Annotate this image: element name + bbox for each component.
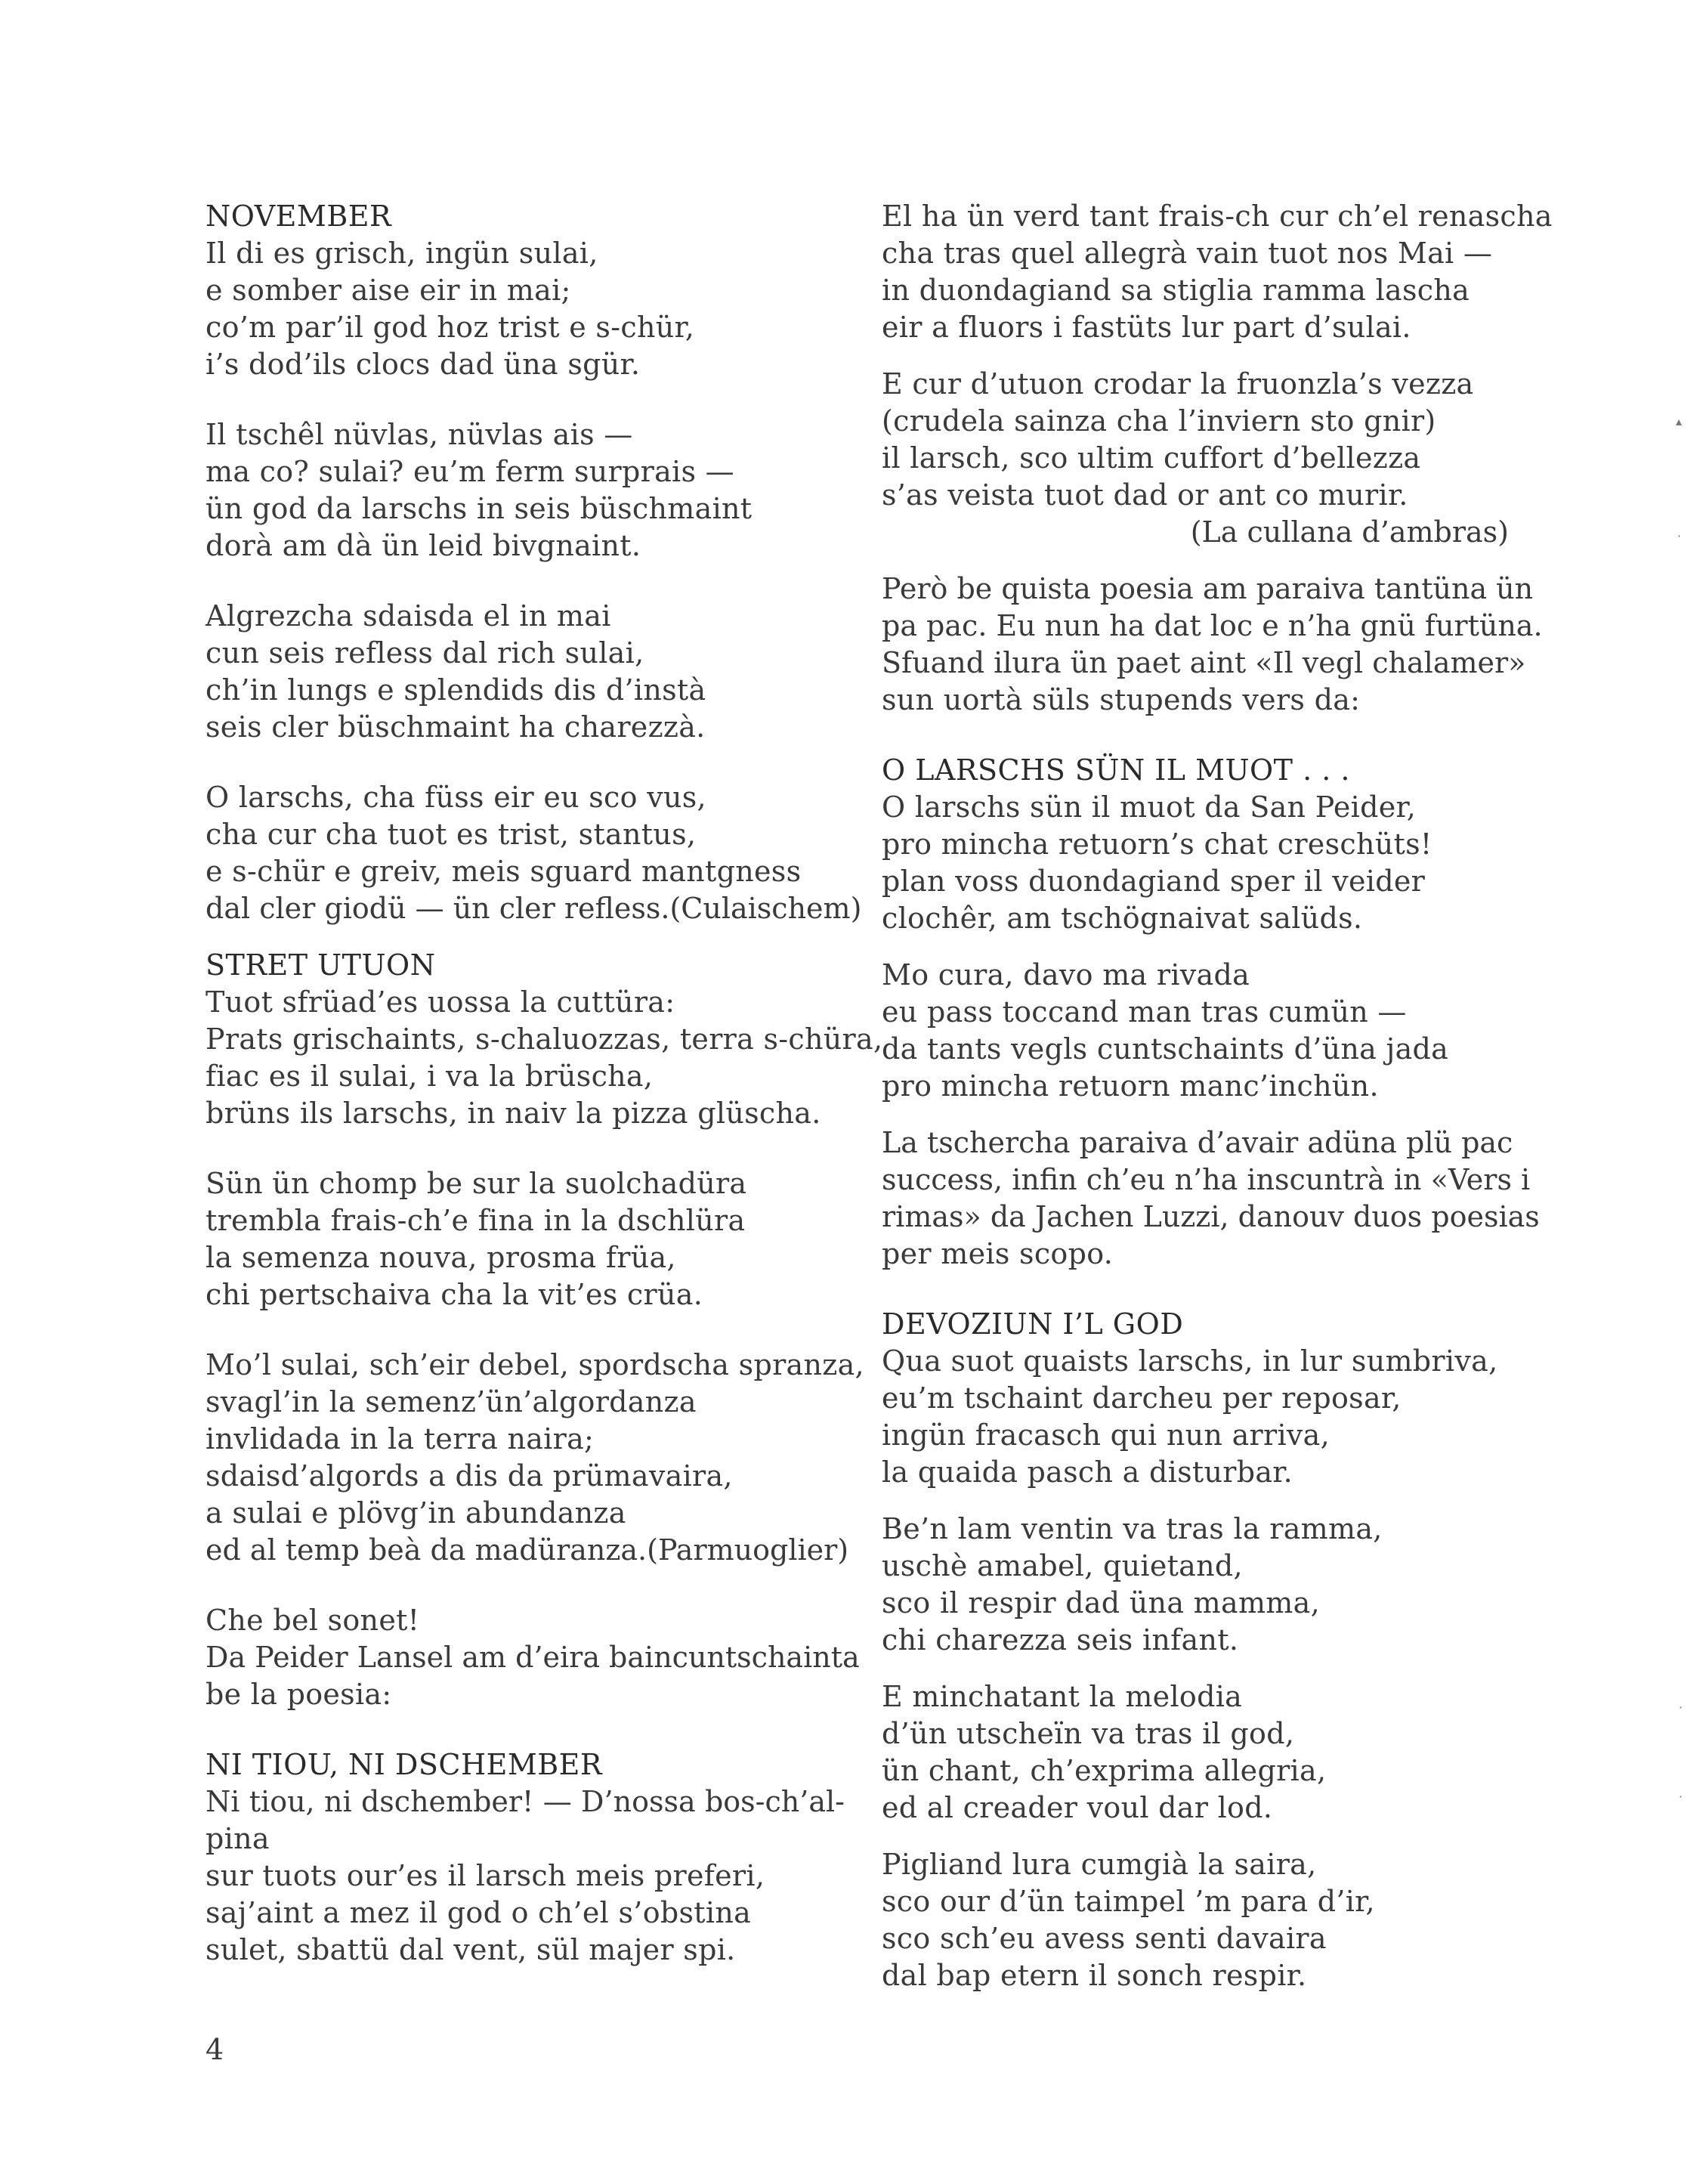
verse-line: Algrezcha sdaisda el in mai (206, 599, 611, 633)
verse-line: Prats grischaints, s-chaluozzas, terra s-chüra, (206, 1022, 883, 1056)
verse-text: ed al temp beà da madüranza. (206, 1533, 647, 1567)
verse-line: fiac es il sulai, i va la brüscha, (206, 1060, 654, 1093)
verse-line: ingün fracasch qui nun arriva, (882, 1418, 1330, 1452)
source-citation: (La cullana d’ambras) (1190, 515, 1509, 549)
verse-line: sdaisd’algords a dis da prümavaira, (206, 1459, 733, 1493)
verse-line: s’as veista tuot dad or ant co murir. (882, 478, 1408, 512)
verse-line: O larschs, cha füss eir eu sco vus, (206, 781, 706, 814)
verse-text: dal cler giodü — ün cler refless. (206, 892, 670, 925)
verse-line: co’m par’il god hoz trist e s-chür, (206, 311, 695, 344)
verse-line: da tants vegls cuntschaints d’üna jada (882, 1032, 1449, 1066)
verse-line: E cur d’utuon crodar la fruonzla’s vezza (882, 367, 1474, 401)
verse-line: plan voss duondagiand sper il veider (882, 865, 1426, 898)
verse-line: chi charezza seis infant. (882, 1623, 1239, 1657)
scan-speck: · (1677, 529, 1682, 543)
prose-line: Però be quista poesia am paraiva tantüna ün (882, 572, 1534, 605)
page-number: 4 (206, 2033, 224, 2066)
verse-line-with-source (206, 1532, 849, 1569)
poem-title-ni-tiou: NI TIOU, NI DSCHEMBER (206, 1748, 603, 1781)
verse-line: Il tschêl nüvlas, nüvlas ais — (206, 418, 633, 451)
prose-line: La tschercha paraiva d’avair adüna plü pac (882, 1126, 1513, 1159)
verse-line: sur tuots our’es il larsch meis preferi, (206, 1859, 765, 1892)
verse-line: Be’n lam ventin va tras la ramma, (882, 1512, 1383, 1545)
verse-line: svagl’in la semenz’ün’algordanza (206, 1385, 697, 1418)
verse-line: ün god da larschs in seis büschmaint (206, 492, 753, 525)
verse-line: eir a fluors i fastüts lur part d’sulai. (882, 311, 1411, 344)
verse-line: a sulai e plövg’in abundanza (206, 1496, 626, 1530)
poem-title-stret-utuon: STRET UTUON (206, 948, 436, 982)
verse-line: Sün ün chomp be sur la suolchadüra (206, 1167, 747, 1200)
poem-title-november: NOVEMBER (206, 200, 392, 233)
poem-title-o-larschs: O LARSCHS SÜN IL MUOT . . . (882, 753, 1350, 787)
verse-line: e somber aise eir in mai; (206, 274, 571, 307)
prose-line: sun uortà süls stupends vers da: (882, 683, 1361, 716)
verse-line: El ha ün verd tant frais-ch cur ch’el renascha (882, 200, 1553, 233)
verse-line: Qua suot quaists larschs, in lur sumbriva, (882, 1344, 1498, 1378)
verse-line: ma co? sulai? eu’m ferm surprais — (206, 455, 734, 488)
prose-line: Sfuand ilura ün paet aint «Il vegl chalamer» (882, 646, 1526, 679)
verse-line: Ni tiou, ni dschember! — D’nossa bos-ch’al- (206, 1785, 845, 1818)
scan-speck: · (1679, 1790, 1683, 1804)
verse-line: il larsch, sco ultim cuffort d’bellezza (882, 441, 1421, 475)
verse-line: chi pertschaiva cha la vit’es crüa. (206, 1278, 703, 1311)
verse-line: ch’in lungs e splendids dis d’instà (206, 673, 706, 707)
verse-line: (crudela sainza cha l’inviern sto gnir) (882, 404, 1436, 438)
verse-line: i’s dod’ils clocs dad üna sgür. (206, 348, 641, 381)
verse-line: la semenza nouva, prosma früa, (206, 1241, 676, 1274)
verse-line: pro mincha retuorn manc’inchün. (882, 1069, 1379, 1103)
prose-line: rimas» da Jachen Luzzi, danouv duos poesias (882, 1200, 1540, 1233)
verse-line: dorà am dà ün leid bivgnaint. (206, 529, 641, 562)
verse-line: Mo cura, davo ma rivada (882, 958, 1250, 991)
verse-line: e s-chür e greiv, meis sguard mantgness (206, 855, 802, 888)
verse-line: Pigliand lura cumgià la saira, (882, 1848, 1317, 1881)
verse-line: eu’m tschaint darcheu per reposar, (882, 1381, 1402, 1415)
prose-line: be la poesia: (206, 1678, 392, 1711)
verse-line: trembla frais-ch’e fina in la dschlüra (206, 1204, 746, 1237)
prose-line: Che bel sonet! (206, 1604, 420, 1637)
verse-line: sulet, sbattü dal vent, sül majer spi. (206, 1933, 736, 1966)
verse-line: ün chant, ch’exprima allegria, (882, 1754, 1327, 1787)
verse-line: seis cler büschmaint ha charezzà. (206, 710, 706, 744)
source-citation: (Parmuoglier) (647, 1533, 849, 1567)
verse-line: pina (206, 1822, 270, 1855)
prose-line: per meis scopo. (882, 1237, 1114, 1270)
verse-line: Tuot sfrüad’es uossa la cuttüra: (206, 985, 675, 1019)
verse-line-with-source (206, 890, 862, 927)
verse-line: sco our d’ün taimpel ’m para d’ir, (882, 1885, 1375, 1918)
verse-line: dal bap etern il sonch respir. (882, 1959, 1307, 1992)
scan-speck: ▴ (1676, 414, 1683, 428)
verse-line: clochêr, am tschögnaivat salüds. (882, 902, 1363, 935)
source-citation: (Culaischem) (669, 892, 862, 925)
verse-line: la quaida pasch a disturbar. (882, 1455, 1293, 1489)
verse-line: Il di es grisch, ingün sulai, (206, 237, 598, 270)
verse-line: cun seis refless dal rich sulai, (206, 636, 644, 670)
verse-line: eu pass toccand man tras cumün — (882, 995, 1407, 1029)
scan-speck: · (1679, 1700, 1683, 1715)
verse-line: ed al creader voul dar lod. (882, 1791, 1273, 1824)
verse-line: O larschs sün il muot da San Peider, (882, 790, 1417, 824)
verse-line: sco il respir dad üna mamma, (882, 1586, 1320, 1619)
verse-line: Mo’l sulai, sch’eir debel, spordscha spranza, (206, 1348, 864, 1381)
left-column (206, 198, 883, 1969)
verse-line: saj’aint a mez il god o ch’el s’obstina (206, 1896, 752, 1929)
verse-line: brüns ils larschs, in naiv la pizza glüscha. (206, 1097, 821, 1130)
verse-line: cha tras quel allegrà vain tuot nos Mai — (882, 237, 1493, 270)
verse-line: pro mincha retuorn’s chat creschüts! (882, 828, 1432, 861)
verse-line: E minchatant la melodia (882, 1680, 1243, 1713)
prose-line: success, infin ch’eu n’ha inscuntrà in «Vers i (882, 1163, 1531, 1196)
verse-line: cha cur cha tuot es trist, stantus, (206, 818, 697, 851)
verse-line: d’ün utscheïn va tras il god, (882, 1717, 1295, 1750)
verse-line: in duondagiand sa stiglia ramma lascha (882, 274, 1470, 307)
poem-title-devoziun: DEVOZIUN I’L GOD (882, 1307, 1184, 1341)
prose-line: Da Peider Lansel am d’eira baincuntschainta (206, 1641, 860, 1674)
verse-line: uschè amabel, quietand, (882, 1549, 1243, 1582)
right-column (882, 198, 1553, 1994)
verse-line: sco sch’eu avess senti davaira (882, 1922, 1327, 1955)
prose-line: pa pac. Eu nun ha dat loc e n’ha gnü furtüna. (882, 609, 1543, 642)
verse-line: invlidada in la terra naira; (206, 1422, 595, 1455)
